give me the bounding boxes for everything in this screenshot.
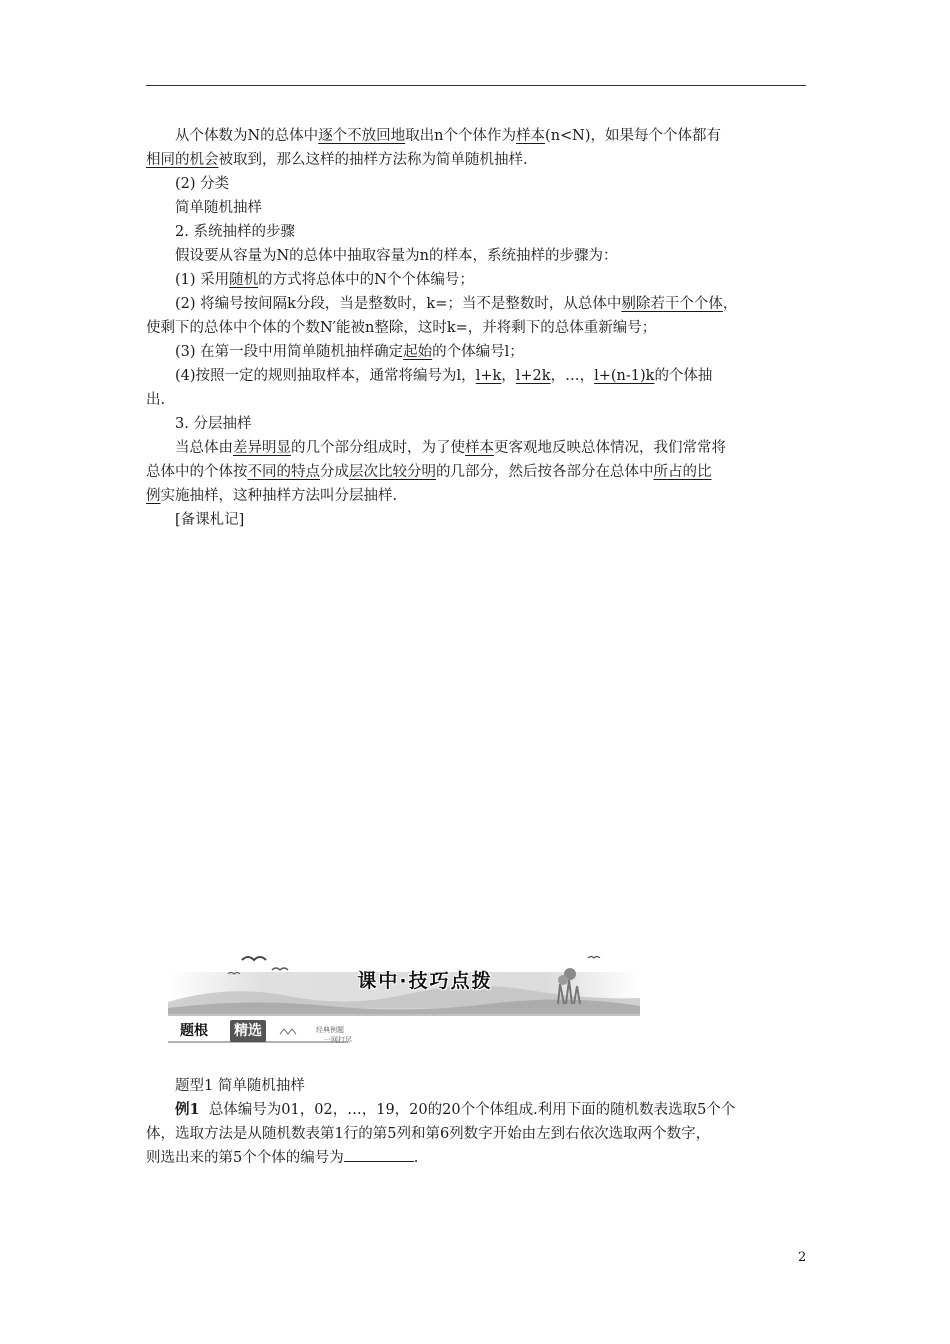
stratified-paragraph-line-2 [146, 460, 806, 484]
banner-small-text-1: 经典例题 [316, 1026, 344, 1034]
section-2-intro: 假设要从容量为N的总体中抽取容量为n的样本，系统抽样的步骤为： [175, 248, 618, 264]
page-number: 2 [798, 1250, 807, 1265]
question-type-heading: 题型1 简单随机抽样 [175, 1078, 305, 1094]
step-4-continued: 出. [146, 392, 166, 408]
underlined-term: 不同的特点 [247, 464, 320, 480]
banner-tag-selection: 精选 [230, 1020, 266, 1042]
example-label: 例1 [175, 1101, 200, 1118]
underlined-term: 层次比较分明 [349, 464, 436, 480]
text: 则选出来的第5个个体的编号为 [146, 1150, 344, 1166]
example-content [146, 1074, 806, 1170]
header-rule [146, 85, 806, 86]
main-content [146, 124, 806, 532]
underlined-term: 样本 [516, 128, 546, 144]
underlined-term: l+k [475, 368, 502, 384]
text: 总体编号为01，02，…，19，20的20个个体组成.利用下面的随机数表选取5个个 [208, 1102, 736, 1118]
text: 从个体数为N的总体中 [175, 128, 319, 144]
text: 的几部分，然后按各部分在总体中 [436, 464, 654, 480]
text: 的几个部分组成时，为了使 [291, 440, 465, 456]
banner-title: 课中·技巧点拨 [357, 970, 493, 992]
step-3 [146, 340, 806, 364]
text: (n<N)，如果每个个体都有 [545, 128, 722, 144]
text: 更客观地反映总体情况，我们常常将 [494, 440, 726, 456]
text: (1) 采用 [175, 272, 230, 288]
underlined-term: 样本 [465, 440, 494, 456]
section-2-heading: 2. 系统抽样的步骤 [175, 224, 295, 240]
step-2 [146, 292, 806, 316]
stratified-paragraph-line-3 [146, 484, 806, 508]
example-1-line-3 [146, 1146, 806, 1170]
underlined-term: 逐个不放回地 [318, 128, 406, 144]
lesson-notes-label: [备课札记] [175, 512, 245, 528]
text: (3) 在第一段中用简单随机抽样确定 [175, 344, 404, 360]
step-2-continued: 使剩下的总体中个体的个数N′能被n整除，这时k=，并将剩下的总体重新编号； [146, 320, 657, 336]
underlined-term: 随机 [229, 272, 259, 288]
text: 的个体抽 [654, 368, 713, 384]
banner-tag-topic: 题根 [180, 1023, 208, 1039]
underlined-term: 剔除若干个个体 [621, 296, 723, 312]
item-2-label: (2) 分类 [175, 176, 230, 192]
underlined-term: 差异明显 [233, 440, 291, 456]
text: 当总体由 [175, 440, 233, 456]
text: ， [722, 296, 738, 312]
text: . [413, 1150, 419, 1166]
text: 实施抽样，这种抽样方法叫分层抽样. [160, 488, 398, 504]
stratified-paragraph [146, 436, 806, 460]
underlined-term: l+2k [515, 368, 551, 384]
underlined-term: 所占的比 [653, 464, 712, 480]
text: 被取到，那么这样的抽样方法称为简单随机抽样. [218, 152, 528, 168]
definition-paragraph [146, 124, 806, 172]
text: 的个体编号l； [432, 344, 524, 360]
section-3-heading: 3. 分层抽样 [175, 416, 252, 432]
text: 分成 [320, 464, 349, 480]
banner-small-text-2: 一网打尽 [324, 1036, 352, 1044]
section-banner [168, 944, 640, 1046]
answer-blank[interactable] [344, 1147, 414, 1162]
underlined-term: 相同的机会 [146, 152, 219, 168]
underlined-term: 例 [146, 488, 161, 504]
text: (4)按照一定的规则抽取样本，通常将编号为l， [175, 368, 476, 384]
example-1 [146, 1098, 806, 1122]
text: 总体中的个体按 [146, 464, 248, 480]
text: 的方式将总体中的N个个体编号； [258, 272, 474, 288]
text: (2) 将编号按间隔k分段，当是整数时，k=；当不是整数时，从总体中 [175, 296, 622, 312]
underlined-term: 起始 [403, 344, 433, 360]
text: 取出n个个体作为 [405, 128, 517, 144]
text: ， [501, 368, 516, 384]
item-2-value: 简单随机抽样 [175, 200, 262, 216]
step-1 [146, 268, 806, 292]
step-4 [146, 364, 806, 388]
example-1-line-2: 体，选取方法是从随机数表第1行的第5列和第6列数字开始由左到右依次选取两个数字， [146, 1126, 711, 1142]
underlined-term: l+(n-1)k [594, 368, 655, 384]
text: ，…， [550, 368, 595, 384]
